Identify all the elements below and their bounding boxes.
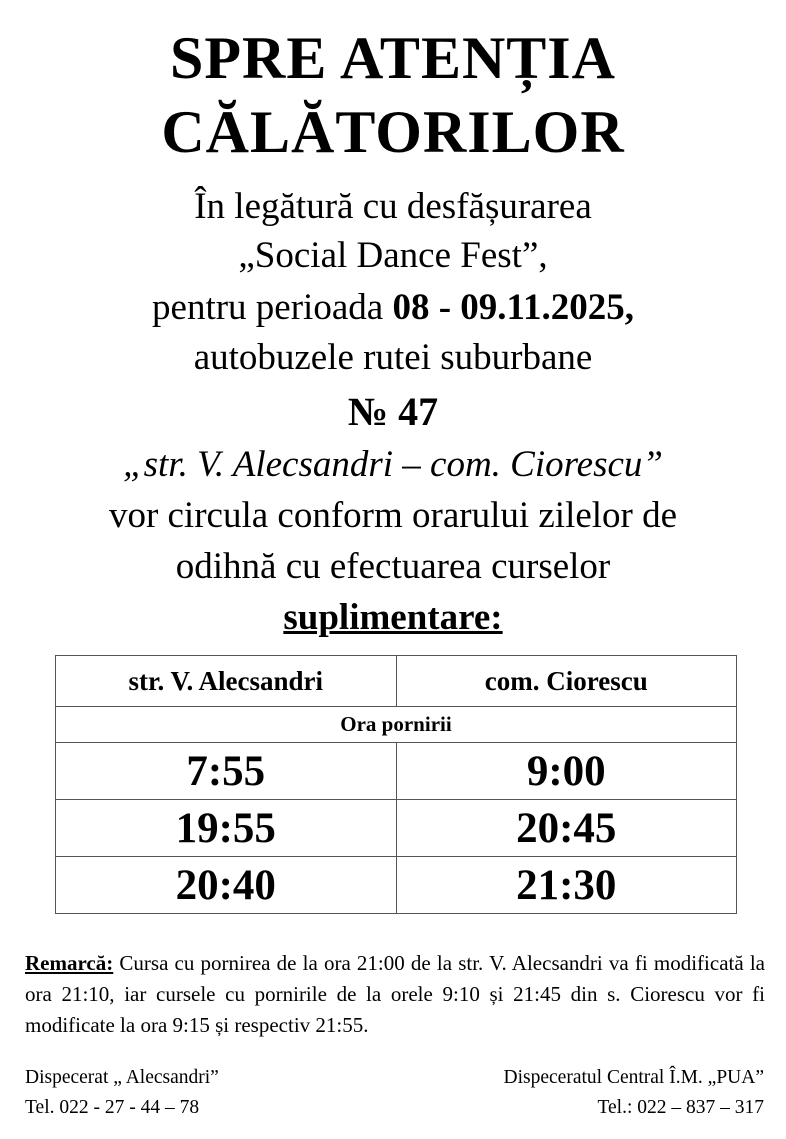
departure-time-ciorescu: 20:45 bbox=[396, 800, 737, 857]
departure-time-label: Ora pornirii bbox=[56, 707, 737, 743]
column-header-ciorescu: com. Ciorescu bbox=[396, 656, 737, 707]
footer-right-name: Dispeceratul Central Î.M. „PUA” bbox=[503, 1067, 764, 1088]
departure-time-alecsandri: 20:40 bbox=[56, 857, 397, 914]
footer-right-phone: Tel.: 022 – 837 – 317 bbox=[597, 1097, 764, 1118]
remark-label: Remarcă: bbox=[25, 951, 114, 975]
supplementary-heading-text: suplimentare: bbox=[283, 597, 503, 638]
body-line-8: odihnă cu efectuarea curselor bbox=[175, 546, 611, 587]
period-suffix: , bbox=[624, 287, 634, 328]
departure-time-alecsandri: 19:55 bbox=[56, 800, 397, 857]
schedule-table bbox=[55, 655, 737, 914]
footer-left-phone: Tel. 022 - 27 - 44 – 78 bbox=[25, 1097, 200, 1118]
schedule-header-row bbox=[56, 656, 737, 707]
column-header-alecsandri: str. V. Alecsandri bbox=[56, 656, 397, 707]
period-prefix: pentru perioada bbox=[152, 287, 393, 328]
table-row bbox=[56, 743, 737, 800]
notice-title-line-2: CĂLĂTORILOR bbox=[161, 99, 625, 165]
departure-time-alecsandri: 7:55 bbox=[56, 743, 397, 800]
event-name: „Social Dance Fest”, bbox=[238, 235, 548, 276]
remark-paragraph bbox=[25, 948, 765, 1041]
body-line-7: vor circula conform orarului zilelor de bbox=[108, 495, 678, 536]
notice-title-line-1: SPRE ATENȚIA bbox=[169, 25, 616, 91]
body-line-1: În legătură cu desfășurarea bbox=[194, 186, 592, 227]
period-dates: 08 - 09.11.2025 bbox=[392, 287, 625, 328]
body-line-4: autobuzele rutei suburbane bbox=[193, 337, 593, 378]
table-row bbox=[56, 800, 737, 857]
departure-time-ciorescu: 9:00 bbox=[396, 743, 737, 800]
table-row bbox=[56, 857, 737, 914]
route-number: № 47 bbox=[347, 389, 439, 434]
supplementary-heading bbox=[0, 596, 786, 640]
footer-left-name: Dispecerat „ Alecsandri” bbox=[25, 1067, 219, 1088]
remark-text: Cursa cu pornirea de la ora 21:00 de la str. V. Alecsandri va fi modificată la ora 21:10, iar cursele cu pornirile de la orele 9:10 și 21:45 din s. Ciorescu vor fi modificate la ora 9:15 și respectiv 21:55. bbox=[25, 951, 765, 1037]
route-name: „str. V. Alecsandri – com. Ciorescu” bbox=[123, 444, 663, 485]
departure-time-ciorescu: 21:30 bbox=[396, 857, 737, 914]
schedule-subheader-row bbox=[56, 707, 737, 743]
period-line bbox=[0, 286, 786, 330]
